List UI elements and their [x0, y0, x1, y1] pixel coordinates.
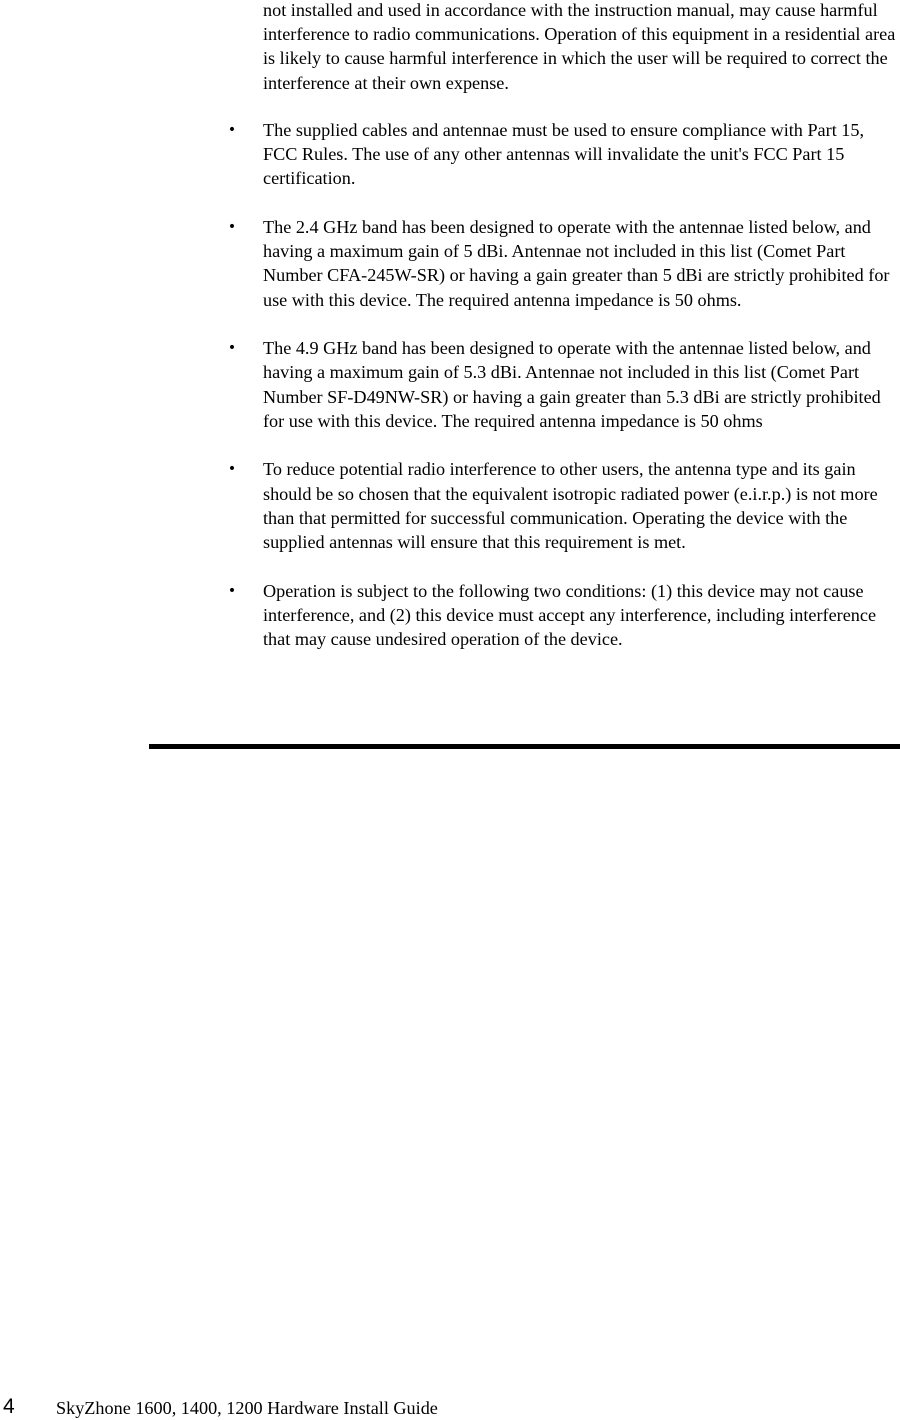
- bullet-text: The 4.9 GHz band has been designed to operate with the antennae listed below, and having a maximum gain of 5.3 dBi. Antennae not included in this list (Comet Part Number SF-D49NW-SR) or having a gain greater than 5.3 dBi are strictly prohibited for use with this device. The required antenna impedance is 50 ohms: [263, 338, 881, 431]
- continued-paragraph: not installed and used in accordance with the instruction manual, may cause harmful interference to radio communications. Operation of this equipment in a residential area is likely to cause harmful interference in which the user will be required to correct the interference at their own expense.: [263, 0, 896, 93]
- bullet-text: To reduce potential radio interference to other users, the antenna type and its gain should be so chosen that the equivalent isotropic radiated power (e.i.r.p.) is not more than that permitted for successful communication. Operating the device with the supplied antennas will ensure that this requirement is met.: [263, 459, 878, 553]
- list-item: [0, 336, 900, 433]
- bullet-icon: •: [227, 340, 237, 357]
- bullet-icon: •: [227, 461, 237, 478]
- list-item: [0, 579, 900, 652]
- bullet-icon: •: [227, 219, 237, 235]
- list-item: [0, 118, 900, 191]
- bullet-list: [0, 118, 900, 676]
- page-footer: [0, 1394, 900, 1420]
- bullet-icon: •: [227, 122, 237, 138]
- bullet-icon: •: [227, 582, 237, 599]
- page-number: 4: [3, 1395, 15, 1418]
- bullet-text: The supplied cables and antennae must be used to ensure compliance with Part 15, FCC Rules. The use of any other antennas will invalidate the unit's FCC Part 15 certification.: [263, 120, 865, 189]
- bullet-text: The 2.4 GHz band has been designed to operate with the antennae listed below, and having a maximum gain of 5 dBi. Antennae not included in this list (Comet Part Number CFA-245W-SR) or having a gain greater than 5 dBi are strictly prohibited for use with this device. The required antenna impedance is 50 ohms.: [263, 217, 890, 310]
- section-divider: [149, 744, 900, 749]
- list-item: [0, 215, 900, 312]
- footer-guide-title: SkyZhone 1600, 1400, 1200 Hardware Install Guide: [56, 1398, 438, 1418]
- bullet-text: Operation is subject to the following two conditions: (1) this device may not cause interference, and (2) this device must accept any interference, including interference that may cause undesired operation of the device.: [263, 580, 877, 650]
- list-item: [0, 457, 900, 554]
